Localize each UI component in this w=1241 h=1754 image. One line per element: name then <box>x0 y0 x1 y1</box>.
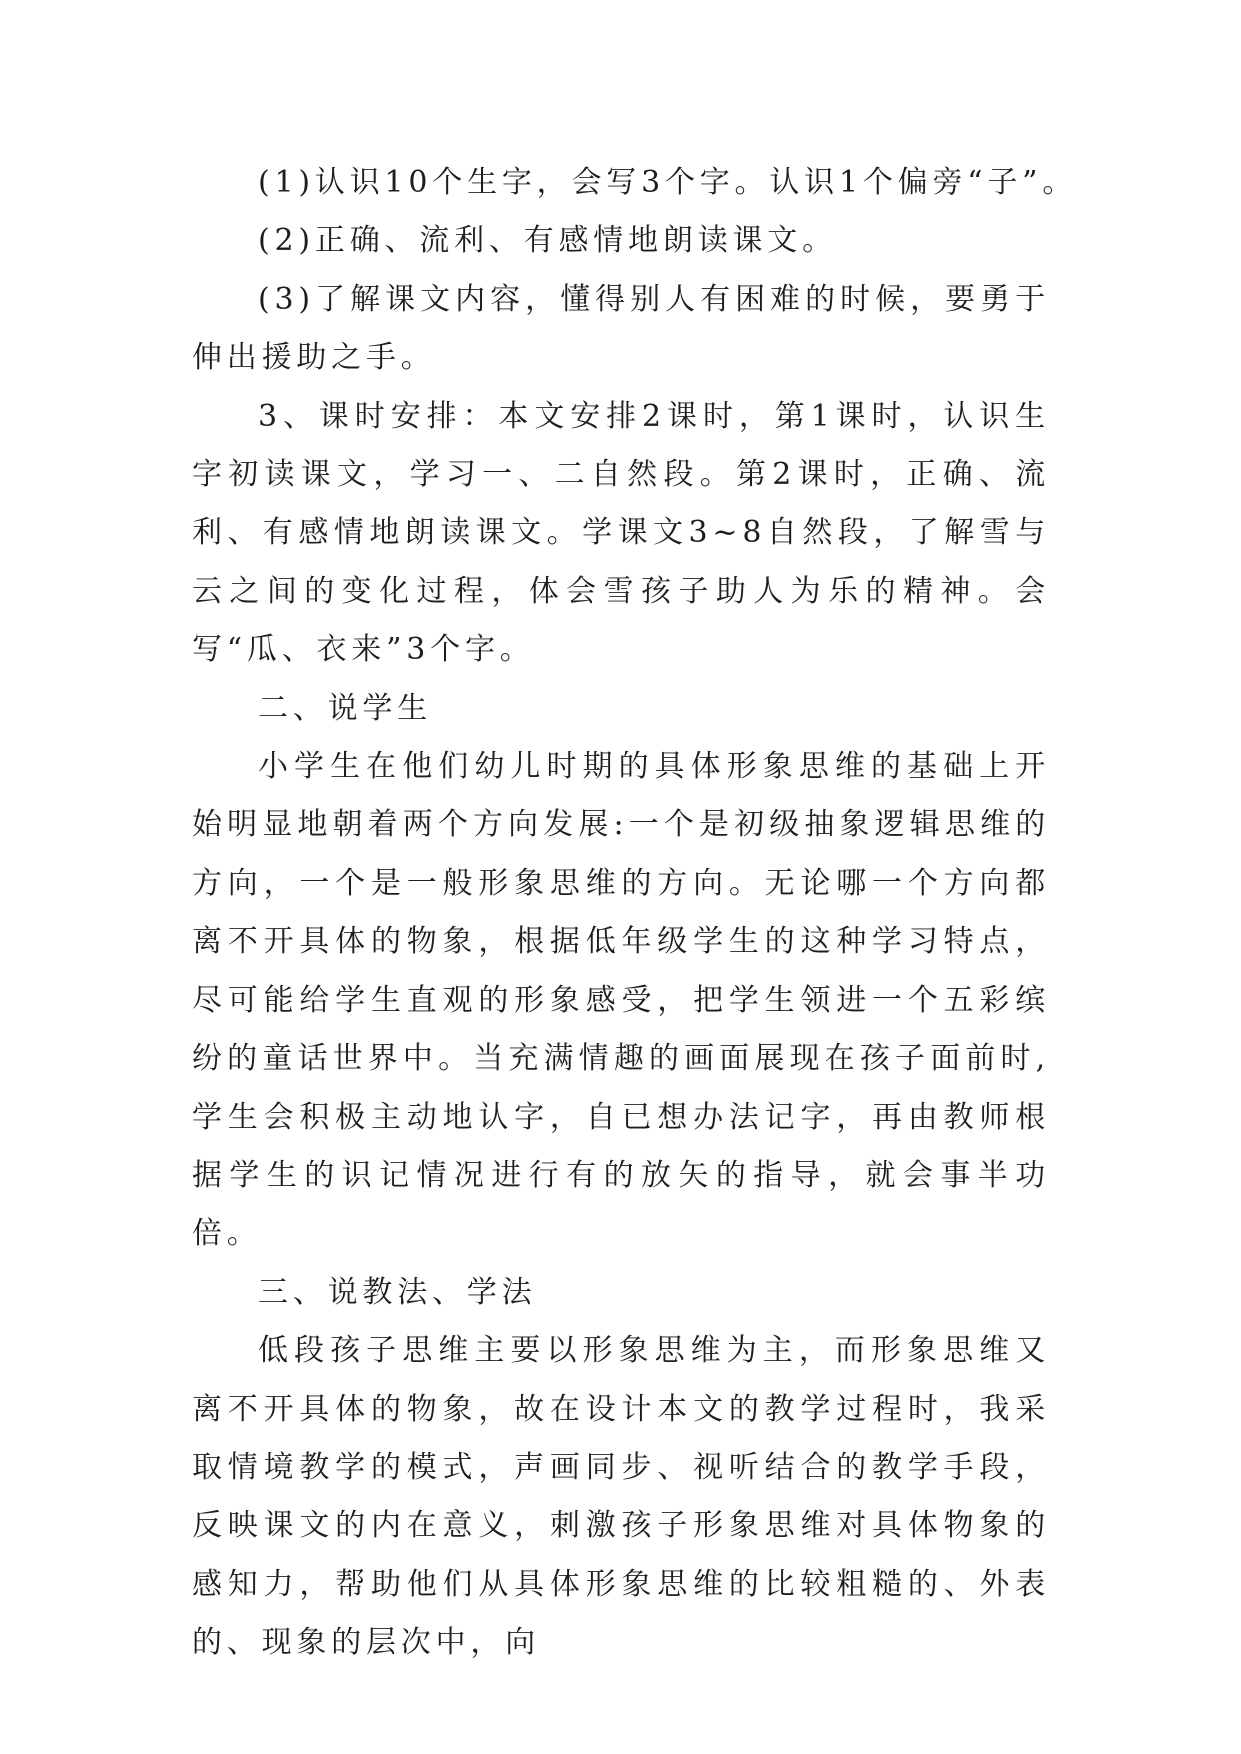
section-heading-methods: 三、说教法、学法 <box>258 1274 537 1310</box>
schedule-paragraph: 3、课时安排：本文安排2课时，第1课时，认识生字初读课文，学习一、二自然段。第2课时，正确、流利、有感情地朗读课文。学课文3~8自然段，了解雪与云之间的变化过程，体会雪孩子助人为乐的精神。会写“瓜、衣来”3个字。 <box>192 398 1050 668</box>
objective-paragraph-2: (2)正确、流利、有感情地朗读课文。 <box>258 223 837 259</box>
objective-paragraph-1: (1)认识10个生字，会写3个字。认识1个偏旁“子”。 <box>258 165 1078 200</box>
students-paragraph: 小学生在他们幼儿时期的具体形象思维的基础上开始明显地朝着两个方向发展:一个是初级抽象逻辑思维的方向，一个是一般形象思维的方向。无论哪一个方向都离不开具体的物象，根据低年级学生的这种学习特点，尽可能给学生直观的形象感受，把学生领进一个五彩缤纷的童话世界中。当充满情趣的画面展现在孩子面前时,学生会积极主动地认字，自已想办法记字，再由教师根据学生的识记情况进行有的放矢的指导，就会事半功倍。 <box>192 749 1050 1252</box>
objective-paragraph-3: (3)了解课文内容，懂得别人有困难的时候，要勇于伸出援助之手。 <box>192 281 1050 376</box>
methods-paragraph: 低段孩子思维主要以形象思维为主，而形象思维又离不开具体的物象，故在设计本文的教学过程时，我采取情境教学的模式，声画同步、视听结合的教学手段，反映课文的内在意义，刺激孩子形象思维对具体物象的感知力，帮助他们从具体形象思维的比较粗糙的、外表的、现象的层次中，向 <box>192 1333 1050 1661</box>
section-heading-students: 二、说学生 <box>258 690 432 726</box>
document-body <box>192 154 1078 1673</box>
